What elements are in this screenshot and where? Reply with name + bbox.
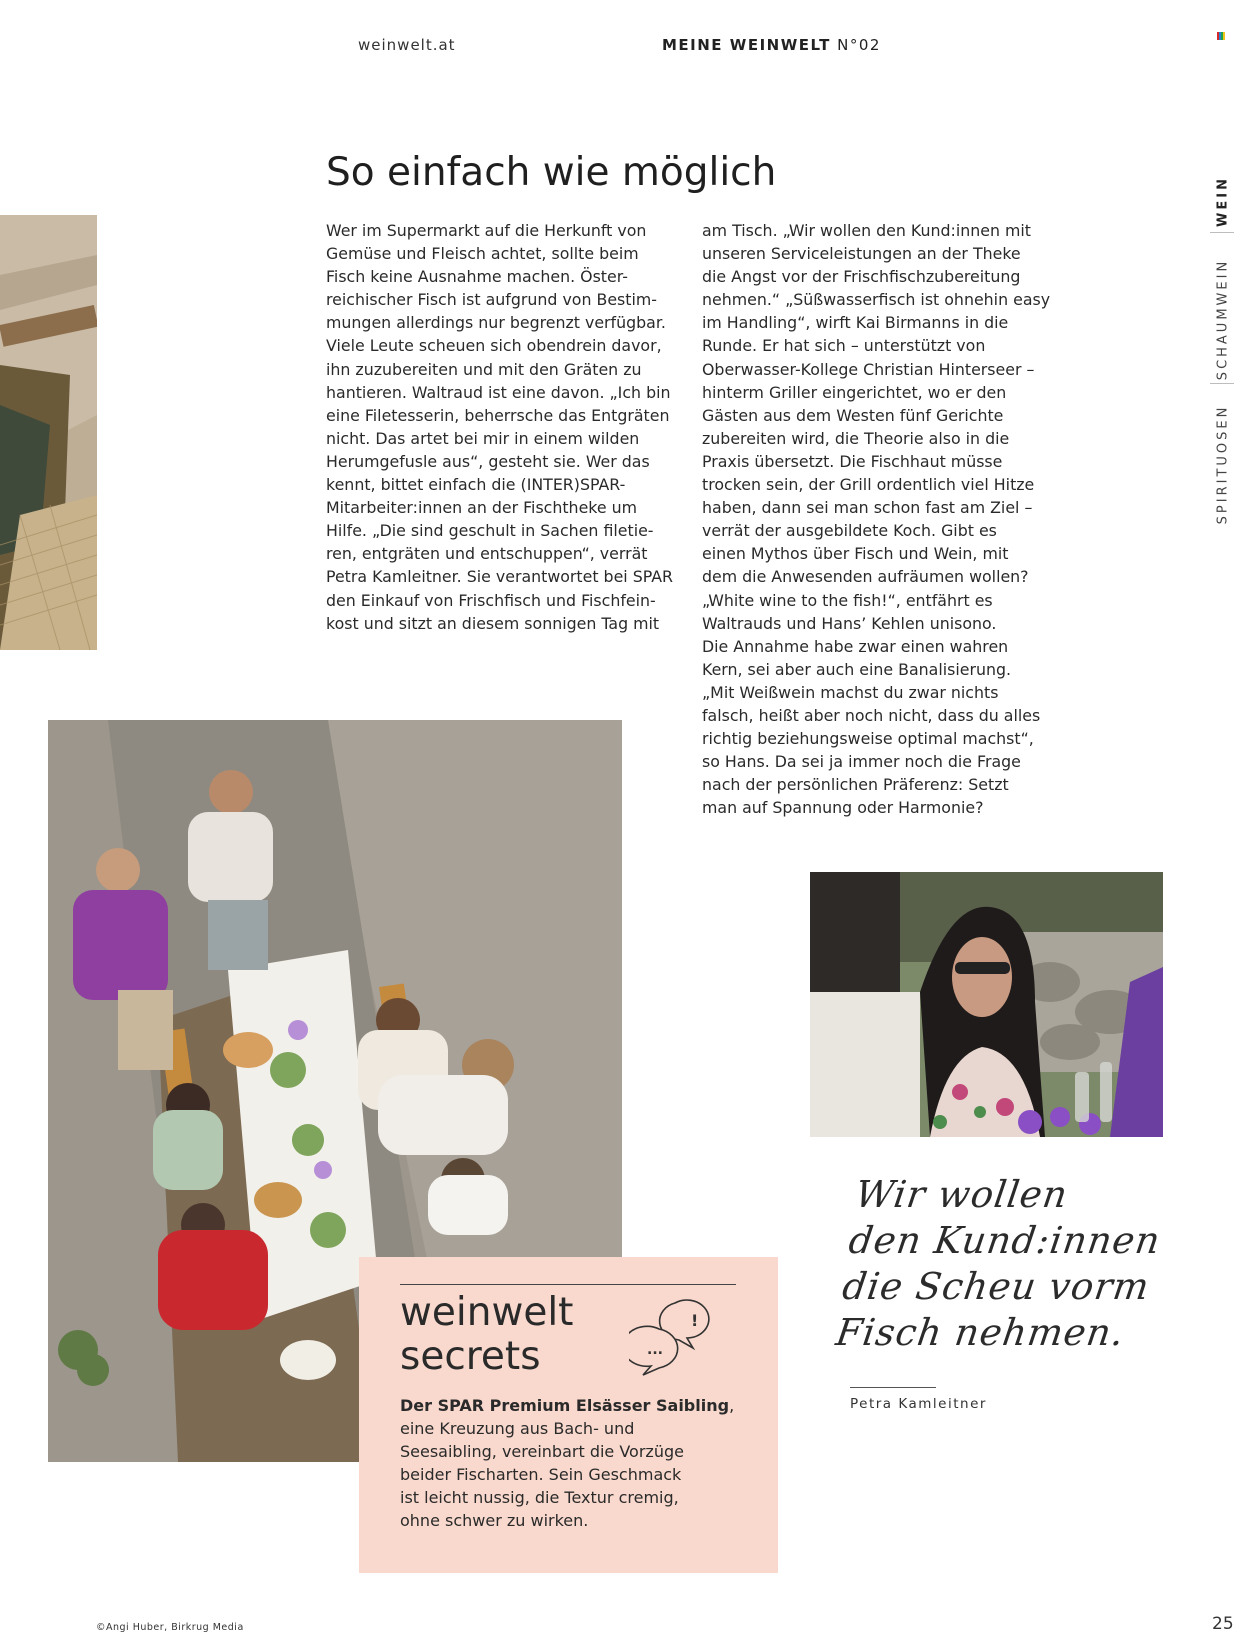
article-line: eine Filetesserin, beherrsche das Entgräten — [326, 405, 670, 425]
article-line: trocken sein, der Grill ordentlich viel Hitze — [702, 475, 1035, 495]
article-line: „White wine to the fish!“, entfährt es — [702, 590, 993, 610]
article-line: Oberwasser-Kollege Christian Hinterseer – — [702, 359, 1035, 379]
bubble-dots: ... — [647, 1342, 663, 1358]
article-line: den Einkauf von Frischfisch und Fischfein- — [326, 590, 656, 610]
side-nav-schaumwein[interactable]: SCHAUMWEIN — [1215, 258, 1231, 381]
secrets-line: eine Kreuzung aus Bach- und — [400, 1419, 635, 1438]
article-column-2 — [702, 219, 1050, 819]
issue-number: N°02 — [837, 36, 881, 54]
article-line: am Tisch. „Wir wollen den Kund:innen mit — [702, 221, 1031, 240]
article-line: hantieren. Waltraud ist eine davon. „Ich bin — [326, 382, 671, 402]
article-line: haben, dann sei man schon fast am Ziel – — [702, 498, 1033, 518]
article-line: Hilfe. „Die sind geschult in Sachen filetie- — [326, 521, 654, 541]
article-line: Praxis übersetzt. Die Fischhaut müsse — [702, 451, 1003, 471]
secrets-title-line2: secrets — [400, 1334, 541, 1379]
weinwelt-secrets-box — [359, 1257, 778, 1573]
secrets-title — [400, 1291, 573, 1379]
secrets-title-line1: weinwelt — [400, 1290, 574, 1335]
secrets-product: Der SPAR Premium Elsässer Saibling — [400, 1396, 730, 1415]
color-marker-icon — [1217, 32, 1225, 40]
article-line: kennt, bittet einfach die (INTER)SPAR- — [326, 475, 626, 495]
quote-line: die Scheu vorm — [839, 1265, 1153, 1308]
article-line: Wer im Supermarkt auf die Herkunft von — [326, 221, 647, 240]
article-line: dem die Anwesenden aufräumen wollen? — [702, 567, 1029, 587]
site-url: weinwelt.at — [358, 36, 456, 54]
article-line: hinterm Griller eingerichtet, wo er den — [702, 382, 1007, 402]
secrets-line: ohne schwer zu wirken. — [400, 1511, 589, 1530]
photo-credit: ©Angi Huber, Birkrug Media — [96, 1622, 244, 1633]
article-line: Gästen aus dem Westen fünf Gerichte — [702, 405, 1004, 425]
side-nav-spirituosen[interactable]: SPIRITUOSEN — [1215, 404, 1231, 525]
article-line: Herumgefusle aus“, gesteht sie. Wer das — [326, 451, 650, 471]
article-line: verrät der ausgebildete Koch. Gibt es — [702, 521, 997, 541]
speech-bubbles-icon — [629, 1297, 719, 1377]
article-line: Viele Leute scheuen sich obendrein davor, — [326, 336, 662, 356]
bubble-exclaim: ! — [691, 1311, 699, 1330]
article-line: Die Annahme habe zwar einen wahren — [702, 636, 1009, 656]
article-line: unseren Serviceleistungen an der Theke — [702, 244, 1021, 264]
secrets-line: beider Fischarten. Sein Geschmack — [400, 1465, 682, 1484]
side-nav-divider — [1210, 383, 1234, 384]
photo-woman-portrait — [810, 872, 1163, 1137]
quote-rule — [850, 1387, 936, 1388]
article-line: nicht. Das artet bei mir in einem wilden — [326, 428, 640, 448]
article-line: Kern, sei aber auch eine Banalisierung. — [702, 659, 1012, 679]
article-line: nach der persönlichen Präferenz: Setzt — [702, 775, 1009, 795]
article-line: reichischer Fisch ist aufgrund von Bestim- — [326, 290, 657, 310]
article-line: Mitarbeiter:innen an der Fischtheke um — [326, 498, 638, 518]
article-line: ren, entgräten und entschuppen“, verrät — [326, 544, 648, 564]
article-title: So einfach wie möglich — [326, 150, 777, 195]
quote-author: Petra Kamleitner — [850, 1396, 987, 1412]
quote-line: den Kund:innen — [846, 1219, 1164, 1262]
side-nav — [1208, 170, 1238, 525]
article-line: so Hans. Da sei ja immer noch die Frage — [702, 752, 1021, 772]
article-line: „Mit Weißwein machst du zwar nichts — [702, 682, 999, 702]
article-line: Fisch keine Ausnahme machen. Öster- — [326, 267, 628, 287]
secrets-body — [400, 1394, 734, 1532]
article-line: ihn zuzubereiten und mit den Gräten zu — [326, 359, 642, 379]
article-line: Petra Kamleitner. Sie verantwortet bei SPAR — [326, 567, 674, 587]
article-line: einen Mythos über Fisch und Wein, mit — [702, 544, 1009, 564]
article-line: man auf Spannung oder Harmonie? — [702, 798, 984, 818]
pull-quote — [833, 1172, 1170, 1356]
article-line: falsch, heißt aber noch nicht, dass du alles — [702, 705, 1041, 725]
secrets-line: Seesaibling, vereinbart die Vorzüge — [400, 1442, 684, 1461]
article-line: zubereiten wird, die Theorie also in die — [702, 428, 1010, 448]
page-number: 25 — [1212, 1614, 1234, 1634]
article-line: mungen allerdings nur begrenzt verfügbar. — [326, 313, 666, 333]
side-nav-divider — [1210, 232, 1234, 233]
photo-fishing-net — [0, 215, 97, 650]
secrets-rule — [400, 1284, 736, 1285]
article-line: Waltrauds und Hans’ Kehlen unisono. — [702, 613, 997, 633]
article-line: im Handling“, wirft Kai Birmanns in die — [702, 313, 1009, 333]
secrets-comma: , — [729, 1396, 735, 1415]
side-nav-wein[interactable]: WEIN — [1215, 176, 1231, 227]
quote-line: Fisch nehmen. — [833, 1311, 1128, 1354]
magazine-issue — [662, 36, 881, 54]
magazine-name: MEINE WEINWELT — [662, 36, 831, 54]
article-line: Gemüse und Fleisch achtet, sollte beim — [326, 244, 639, 264]
article-column-1 — [326, 219, 673, 635]
article-line: richtig beziehungsweise optimal machst“, — [702, 729, 1034, 749]
article-line: kost und sitzt an diesem sonnigen Tag mit — [326, 613, 660, 633]
article-line: Runde. Er hat sich – unterstützt von — [702, 336, 986, 356]
article-line: die Angst vor der Frischfischzubereitung — [702, 267, 1021, 287]
secrets-line: ist leicht nussig, die Textur cremig, — [400, 1488, 679, 1507]
quote-line: Wir wollen — [852, 1173, 1071, 1216]
article-line: nehmen.“ „Süßwasserfisch ist ohnehin easy — [702, 290, 1051, 310]
